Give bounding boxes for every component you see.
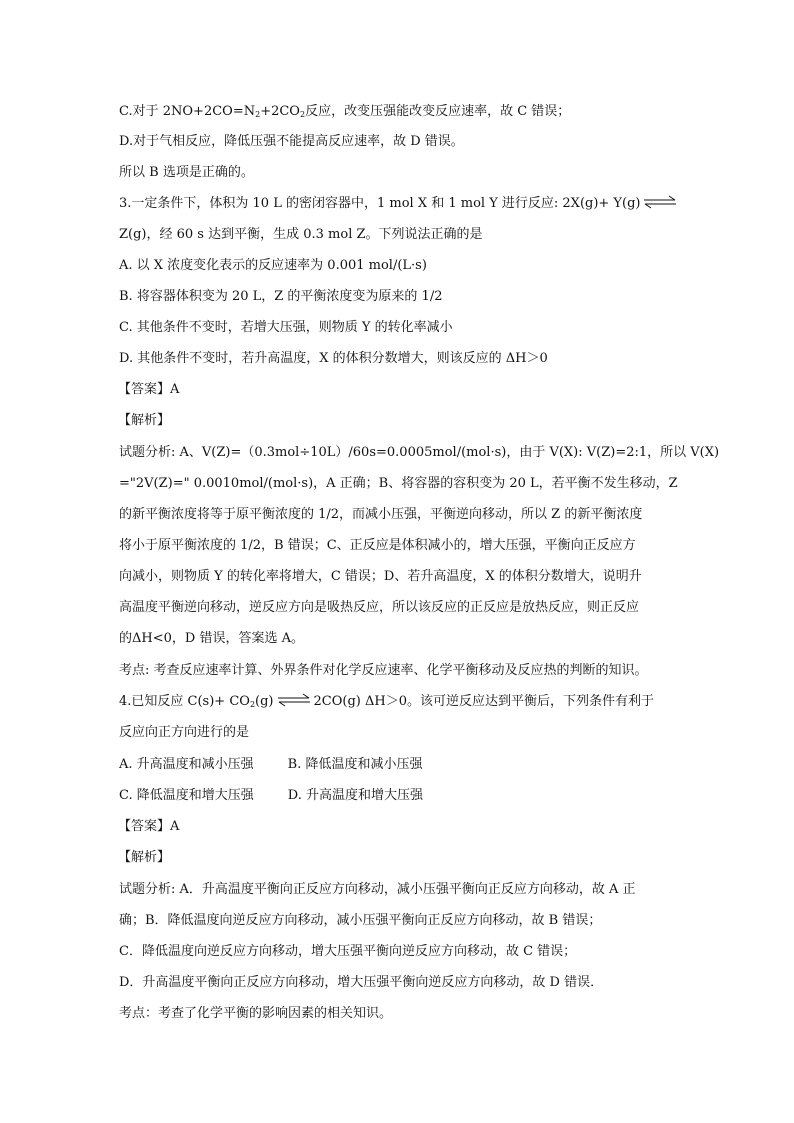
question-3-option-a: A. 以 X 浓度变化表示的反应速率为 0.001 mol/(L·s) <box>119 258 427 273</box>
question-4-stem <box>119 692 654 712</box>
question-4-options-ab <box>119 755 422 775</box>
analysis-line: 试题分析: A、V(Z)=（0.3mol÷10L）/60s=0.0005mol/(mol·s)，由于 V(X): V(Z)=2:1，所以 V(X) <box>119 445 720 460</box>
question-4-stem-cont: 反应向正方向进行的是 <box>119 725 250 740</box>
text-segment: +2CO <box>260 104 300 119</box>
analysis-line: 向减小，则物质 Y 的转化率将增大，C 错误；D、若升高温度，X 的体积分数增大，说明升 <box>119 569 642 584</box>
text-segment: 4.已知反应 C(s)+ CO <box>119 694 250 709</box>
subscript: 2 <box>299 110 306 119</box>
analysis-line: 的新平衡浓度将等于原平衡浓度的 1/2，而减小压强，平衡逆向移动，所以 Z 的新平衡浓度 <box>119 507 643 522</box>
analysis-heading: 【解析】 <box>118 413 171 428</box>
text-line-option-c <box>119 102 570 122</box>
question-3-stem-cont: Z(g)，经 60 s 达到平衡，生成 0.3 mol Z。下列说法正确的是 <box>119 227 483 242</box>
analysis-line: ="2V(Z)=" 0.0010mol/(mol·s)，A 正确；B、将容器的容积变为 20 L，若平衡不发生移动，Z <box>119 476 678 491</box>
text-segment: 3.一定条件下，体积为 10 L 的密闭容器中，1 mol X 和 1 mol Y 进行反应: 2X(g)+ Y(g) <box>119 196 641 211</box>
reversible-arrow-icon <box>277 693 311 707</box>
answer-heading: 【答案】A <box>118 819 180 834</box>
reversible-arrow-icon <box>643 195 677 209</box>
analysis-line: 高温度平衡逆向移动，逆反应方向是吸热反应，所以该反应的正反应是放热反应，则正反应 <box>119 600 640 615</box>
text-line-conclusion: 所以 B 选项是正确的。 <box>119 165 254 180</box>
question-4-option-d: D. 升高温度和增大压强 <box>287 788 423 803</box>
knowledge-point: 考点: 考查反应速率计算、外界条件对化学反应速率、化学平衡移动及反应热的判断的知识。 <box>119 663 648 678</box>
analysis-line: 将小于原平衡浓度的 1/2，B 错误；C、正反应是体积减小的，增大压强，平衡向正反应方 <box>119 538 636 553</box>
answer-heading: 【答案】A <box>118 382 180 397</box>
knowledge-point: 考点：考查了化学平衡的影响因素的相关知识。 <box>119 1006 393 1021</box>
analysis-line: C．降低温度向逆反应方向移动，增大压强平衡向逆反应方向移动，故 C 错误； <box>119 944 577 959</box>
text-line-option-d: D.对于气相反应，降低压强不能提高反应速率，故 D 错误。 <box>119 134 464 149</box>
question-4-option-b: B. 降低温度和减小压强 <box>287 757 423 772</box>
text-segment: 2CO(g) ΔH＞0。该可逆反应达到平衡后，下列条件有利于 <box>313 694 654 709</box>
question-4-option-a: A. 升高温度和减小压强 <box>119 757 254 772</box>
question-4-option-c: C. 降低温度和增大压强 <box>119 788 254 803</box>
text-segment: C.对于 2NO+2CO=N <box>119 104 256 119</box>
question-4-options-cd <box>119 786 423 806</box>
question-3-stem <box>119 194 680 214</box>
analysis-line: 的ΔH<0，D 错误，答案选 A。 <box>119 631 304 646</box>
question-3-option-b: B. 将容器体积变为 20 L，Z 的平衡浓度变为原来的 1/2 <box>119 289 443 304</box>
analysis-line: 试题分析: A．升高温度平衡向正反应方向移动，减小压强平衡向正反应方向移动，故 A 正 <box>119 882 636 897</box>
subscript: 2 <box>255 110 261 119</box>
analysis-line: D．升高温度平衡向正反应方向移动，增大压强平衡向逆反应方向移动，故 D 错误． <box>119 975 604 990</box>
analysis-heading: 【解析】 <box>118 850 171 865</box>
text-segment: 反应，改变压强能改变反应速率，故 C 错误； <box>305 104 571 119</box>
question-3-option-c: C. 其他条件不变时，若增大压强，则物质 Y 的转化率减小 <box>119 320 453 335</box>
subscript: 2 <box>249 700 256 709</box>
question-3-option-d: D. 其他条件不变时，若升高温度，X 的体积分数增大，则该反应的 ΔH＞0 <box>119 351 548 366</box>
analysis-line: 确；B．降低温度向逆反应方向移动，减小压强平衡向正反应方向移动，故 B 错误； <box>119 913 602 928</box>
text-segment: (g) <box>255 694 274 709</box>
